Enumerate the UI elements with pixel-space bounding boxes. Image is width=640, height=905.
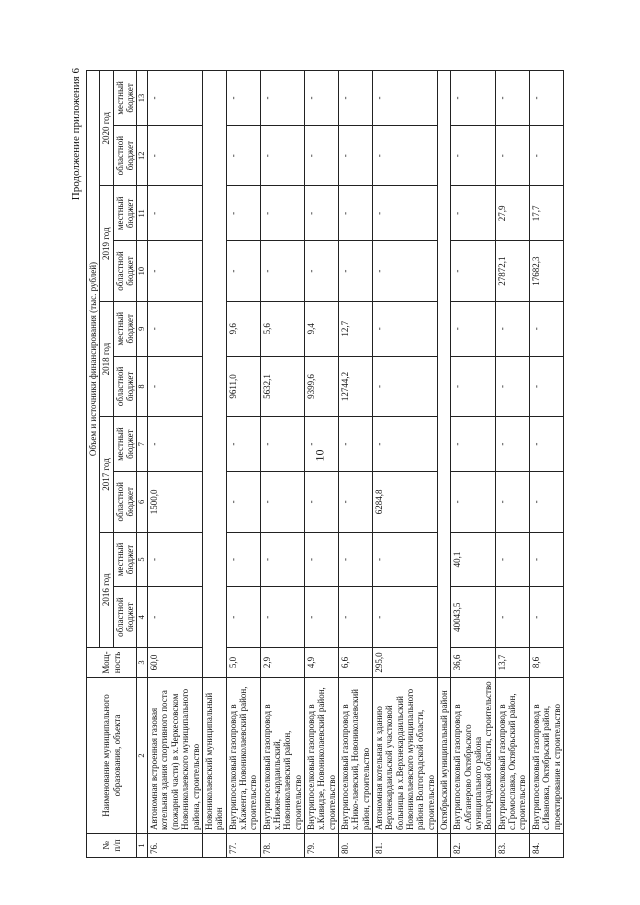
- funding-value: -: [304, 472, 338, 533]
- funding-value: -: [338, 532, 372, 587]
- funding-value: -: [148, 241, 203, 302]
- funding-value: -: [495, 472, 529, 533]
- funding-value: 40043,5: [451, 587, 495, 648]
- regional-budget-header: областной бюджет: [113, 587, 137, 648]
- table-row: [148, 71, 203, 858]
- funding-value: -: [148, 125, 203, 186]
- funding-value: -: [226, 186, 260, 241]
- funding-value: -: [304, 587, 338, 648]
- object-name: Автономная встроенная газовая котельная здания спортивного поста (пожарной части) в х.Черкесовском Новониколаевского муниципального района, строительство: [148, 678, 203, 834]
- funding-value: -: [529, 301, 563, 356]
- column-number: 12: [137, 125, 148, 186]
- funding-value: -: [529, 532, 563, 587]
- funding-value: -: [338, 186, 372, 241]
- section-row: [438, 71, 451, 858]
- funding-value: 6284,8: [373, 472, 438, 533]
- row-number: 77.: [226, 834, 260, 858]
- column-number: 1: [137, 834, 148, 858]
- local-budget-header: местный бюджет: [113, 186, 137, 241]
- table-row: [304, 71, 338, 858]
- capacity-value: 6,6: [338, 648, 372, 678]
- funding-value: -: [304, 71, 338, 126]
- column-number: 2: [137, 678, 148, 834]
- funding-value: 12744,2: [338, 356, 372, 417]
- table-row: [373, 71, 438, 858]
- funding-value: -: [373, 71, 438, 126]
- capacity-value: 4,9: [304, 648, 338, 678]
- column-number: 5: [137, 532, 148, 587]
- local-budget-header: местный бюджет: [113, 71, 137, 126]
- funding-value: 27872,1: [495, 241, 529, 302]
- row-number: 76.: [148, 834, 203, 858]
- funding-value: -: [373, 587, 438, 648]
- table-row: [495, 71, 529, 858]
- funding-value: -: [148, 417, 203, 472]
- funding-value: -: [148, 186, 203, 241]
- funding-value: -: [260, 125, 304, 186]
- local-budget-header: местный бюджет: [113, 301, 137, 356]
- funding-value: -: [304, 532, 338, 587]
- year-header: 2018 год: [100, 301, 113, 416]
- funding-value: -: [226, 587, 260, 648]
- capacity-value: 295,0: [373, 648, 438, 678]
- object-name: Внутрипоселковый газопровод в х.Нижне-кардаильский, Новониколаевский район, строительство: [260, 678, 304, 834]
- funding-value: -: [260, 587, 304, 648]
- funding-value: 9,4: [304, 301, 338, 356]
- funding-value: 5632,1: [260, 356, 304, 417]
- funding-value: -: [226, 241, 260, 302]
- funding-value: -: [148, 587, 203, 648]
- object-name: Внутрипоселковый газопровод в х.Кажента, Новониколаевский район, строительство: [226, 678, 260, 834]
- funding-value: -: [529, 356, 563, 417]
- funding-value: -: [148, 356, 203, 417]
- funding-value: -: [373, 186, 438, 241]
- row-number: 83.: [495, 834, 529, 858]
- funding-value: -: [260, 241, 304, 302]
- funding-value: -: [373, 417, 438, 472]
- column-number: 11: [137, 186, 148, 241]
- funding-value: 17682,3: [529, 241, 563, 302]
- regional-budget-header: областной бюджет: [113, 241, 137, 302]
- funding-value: -: [338, 125, 372, 186]
- header-capacity: Мощ-ность: [87, 648, 137, 678]
- funding-value: -: [338, 472, 372, 533]
- table-row: [529, 71, 563, 858]
- section-row: [202, 71, 226, 858]
- funding-value: -: [373, 125, 438, 186]
- funding-value: -: [226, 417, 260, 472]
- header-funding: Объем и источники финансирования (тыс. рублей): [87, 71, 100, 648]
- funding-value: -: [451, 417, 495, 472]
- regional-budget-header: областной бюджет: [113, 472, 137, 533]
- funding-value: -: [373, 241, 438, 302]
- funding-value: -: [373, 532, 438, 587]
- funding-value: 9,6: [226, 301, 260, 356]
- column-number: 4: [137, 587, 148, 648]
- funding-value: -: [338, 71, 372, 126]
- table-row: [451, 71, 495, 858]
- funding-value: 5,6: [260, 301, 304, 356]
- object-name: Внутрипоселковый газопровод в с.Абганерово Октябрьского муниципального района Волгоградской области, строительство: [451, 678, 495, 834]
- continuation-label: Продолжение приложения 6: [70, 68, 82, 201]
- funding-value: 1500,0: [148, 472, 203, 533]
- row-number: 81.: [373, 834, 438, 858]
- funding-value: -: [260, 417, 304, 472]
- year-header: 2020 год: [100, 71, 113, 187]
- funding-value: -: [373, 356, 438, 417]
- table-row: [226, 71, 260, 858]
- object-name: Внутрипоселковый газопровод в с.Ивановка, Октябрьский район, проектирование и строительство: [529, 678, 563, 834]
- year-header: 2019 год: [100, 186, 113, 301]
- header-num: № п/п: [87, 834, 137, 858]
- funding-value: -: [373, 301, 438, 356]
- object-name: Внутрипоселковый газопровод в с.Громославка, Октябрьский район, строительство: [495, 678, 529, 834]
- year-header: 2016 год: [100, 532, 113, 647]
- row-number: 78.: [260, 834, 304, 858]
- rotated-page: [64, 68, 604, 858]
- funding-value: -: [304, 241, 338, 302]
- funding-value: -: [451, 301, 495, 356]
- column-number: 13: [137, 71, 148, 126]
- column-number: 7: [137, 417, 148, 472]
- funding-value: -: [260, 472, 304, 533]
- object-name: Автономная котельная к зданию Верхнекардаильской участковой больницы в х.Верхнекардаильский Новониколаевского муниципального района Волгоградской области, строительство: [373, 678, 438, 834]
- table-row: [338, 71, 372, 858]
- funding-value: -: [148, 71, 203, 126]
- regional-budget-header: областной бюджет: [113, 125, 137, 186]
- section-title: Октябрьский муниципальный район: [438, 678, 451, 834]
- capacity-value: 8,6: [529, 648, 563, 678]
- funding-value: -: [338, 241, 372, 302]
- funding-value: -: [451, 472, 495, 533]
- funding-value: -: [451, 71, 495, 126]
- capacity-value: 13,7: [495, 648, 529, 678]
- capacity-value: 60,0: [148, 648, 203, 678]
- funding-value: 40,1: [451, 532, 495, 587]
- funding-value: -: [148, 532, 203, 587]
- row-number: 84.: [529, 834, 563, 858]
- section-num-cell: [202, 834, 226, 858]
- funding-value: -: [495, 417, 529, 472]
- funding-value: 9611,0: [226, 356, 260, 417]
- column-number: 9: [137, 301, 148, 356]
- funding-value: -: [226, 472, 260, 533]
- funding-value: -: [495, 125, 529, 186]
- funding-value: -: [148, 301, 203, 356]
- row-number: 82.: [451, 834, 495, 858]
- funding-value: -: [495, 71, 529, 126]
- funding-value: 12,7: [338, 301, 372, 356]
- section-empty-cell: [438, 71, 451, 678]
- capacity-value: 5,0: [226, 648, 260, 678]
- page-number: 10: [312, 449, 327, 462]
- funding-value: -: [529, 125, 563, 186]
- funding-value: -: [226, 532, 260, 587]
- object-name: Внутрипоселковый газопровод в х.Кивидзе, Новониколаевский район, строительство: [304, 678, 338, 834]
- funding-value: -: [304, 417, 338, 472]
- funding-value: -: [226, 125, 260, 186]
- funding-value: -: [495, 532, 529, 587]
- section-empty-cell: [202, 71, 226, 678]
- funding-value: -: [260, 71, 304, 126]
- funding-value: -: [451, 241, 495, 302]
- year-header: 2017 год: [100, 417, 113, 532]
- funding-value: -: [495, 301, 529, 356]
- funding-value: 17,7: [529, 186, 563, 241]
- funding-value: -: [529, 71, 563, 126]
- local-budget-header: местный бюджет: [113, 417, 137, 472]
- column-number: 10: [137, 241, 148, 302]
- section-num-cell: [438, 834, 451, 858]
- capacity-value: 2,9: [260, 648, 304, 678]
- funding-value: -: [304, 125, 338, 186]
- capacity-value: 36,6: [451, 648, 495, 678]
- column-number: 8: [137, 356, 148, 417]
- funding-value: 9399,6: [304, 356, 338, 417]
- row-number: 80.: [338, 834, 372, 858]
- funding-value: -: [260, 186, 304, 241]
- funding-value: -: [304, 186, 338, 241]
- regional-budget-header: областной бюджет: [113, 356, 137, 417]
- section-title: Новониколаевский муниципальный район: [202, 678, 226, 834]
- funding-value: -: [529, 587, 563, 648]
- funding-value: -: [338, 587, 372, 648]
- table-row: [260, 71, 304, 858]
- header-name: Наименование муниципального образования, объекта: [87, 678, 137, 834]
- table-body: [137, 71, 563, 858]
- funding-value: -: [495, 356, 529, 417]
- funding-value: -: [451, 356, 495, 417]
- funding-value: -: [451, 186, 495, 241]
- column-number-row: [137, 71, 148, 858]
- row-number: 79.: [304, 834, 338, 858]
- funding-value: -: [338, 417, 372, 472]
- funding-value: -: [529, 472, 563, 533]
- column-number: 3: [137, 648, 148, 678]
- funding-value: -: [226, 71, 260, 126]
- column-number: 6: [137, 472, 148, 533]
- funding-value: -: [260, 532, 304, 587]
- funding-value: -: [529, 417, 563, 472]
- object-name: Внутрипоселковый газопровод в х.Нико-лаевский, Новониколаевский район, строительство: [338, 678, 372, 834]
- funding-table: [86, 70, 564, 858]
- funding-value: -: [451, 125, 495, 186]
- local-budget-header: местный бюджет: [113, 532, 137, 587]
- funding-value: -: [495, 587, 529, 648]
- funding-value: 27,9: [495, 186, 529, 241]
